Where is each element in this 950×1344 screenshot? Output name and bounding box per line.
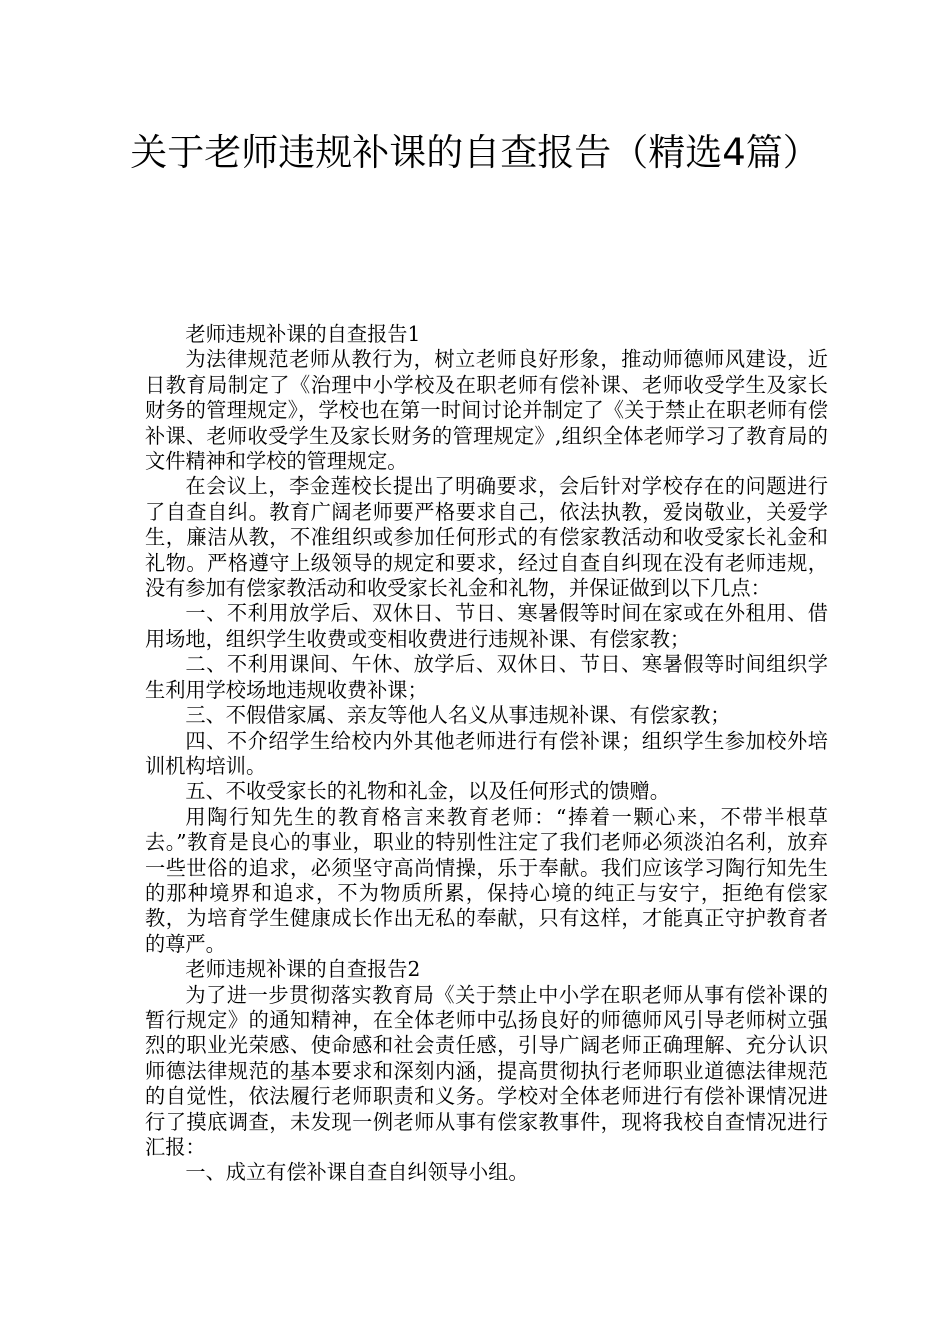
body-paragraph: 在会议上，李金莲校长提出了明确要求，会后针对学校存在的问题进行了自查自纠。教育广阔老师要严格要求自己，依法执教，爱岗敬业，关爱学生，廉洁从教，不准组织或参加任何形式的有偿家教活动和收受家长礼金和礼物。严格遵守上级领导的规定和要求，经过自查自纠现在没有老师违规，没有参加有偿家教活动和收受家长礼金和礼物，并保证做到以下几点： — [145, 474, 828, 601]
list-item: 二、不利用课间、午休、放学后、双休日、节日、寒暑假等时间组织学生利用学校场地违规收费补课； — [145, 652, 828, 702]
body-paragraph: 为了进一步贯彻落实教育局《关于禁止中小学在职老师从事有偿补课的暂行规定》的通知精神，在全体老师中弘扬良好的师德师风引导老师树立强烈的职业光荣感、使命感和社会责任感，引导广阔老师正确理解、充分认识师德法律规范的基本要求和深刻内涵，提高贯彻执行老师职业道德法律规范的自觉性，依法履行老师职责和义务。学校对全体老师进行有偿补课情况进行了摸底调查，未发现一例老师从事有偿家教事件，现将我校自查情况进行汇报： — [145, 982, 828, 1159]
body-paragraph: 用陶行知先生的教育格言来教育老师：“捧着一颗心来，不带半根草去。”教育是良心的事业，职业的特别性注定了我们老师必须淡泊名利，放弃一些世俗的追求，必须坚守高尚情操，乐于奉献。我们应该学习陶行知先生的那种境界和追求，不为物质所累，保持心境的纯正与安宁，拒绝有偿家教，为培育学生健康成长作出无私的奉献，只有这样，才能真正守护教育者的尊严。 — [145, 804, 828, 956]
document-body — [145, 322, 828, 1186]
body-paragraph: 为法律规范老师从教行为，树立老师良好形象，推动师德师风建设，近日教育局制定了《治理中小学校及在职老师有偿补课、老师收受学生及家长财务的管理规定》，学校也在第一时间讨论并制定了《关于禁止在职老师有偿补课、老师收受学生及家长财务的管理规定》,组织全体老师学习了教育局的文件精神和学校的管理规定。 — [145, 347, 828, 474]
document-title: 关于老师违规补课的自查报告（精选4篇） — [130, 131, 820, 174]
list-item: 三、不假借家属、亲友等他人名义从事违规补课、有偿家教； — [185, 703, 731, 728]
list-item: 一、不利用放学后、双休日、节日、寒暑假等时间在家或在外租用、借用场地，组织学生收费或变相收费进行违规补课、有偿家教； — [145, 601, 828, 651]
list-item: 一、成立有偿补课自查自纠领导小组。 — [185, 1160, 529, 1185]
list-item: 五、不收受家长的礼物和礼金，以及任何形式的馈赠。 — [185, 779, 670, 804]
section-heading: 老师违规补课的自查报告1 — [185, 322, 421, 346]
list-item: 四、不介绍学生给校内外其他老师进行有偿补课；组织学生参加校外培训机构培训。 — [145, 728, 828, 778]
section-heading: 老师违规补课的自查报告2 — [185, 957, 421, 982]
